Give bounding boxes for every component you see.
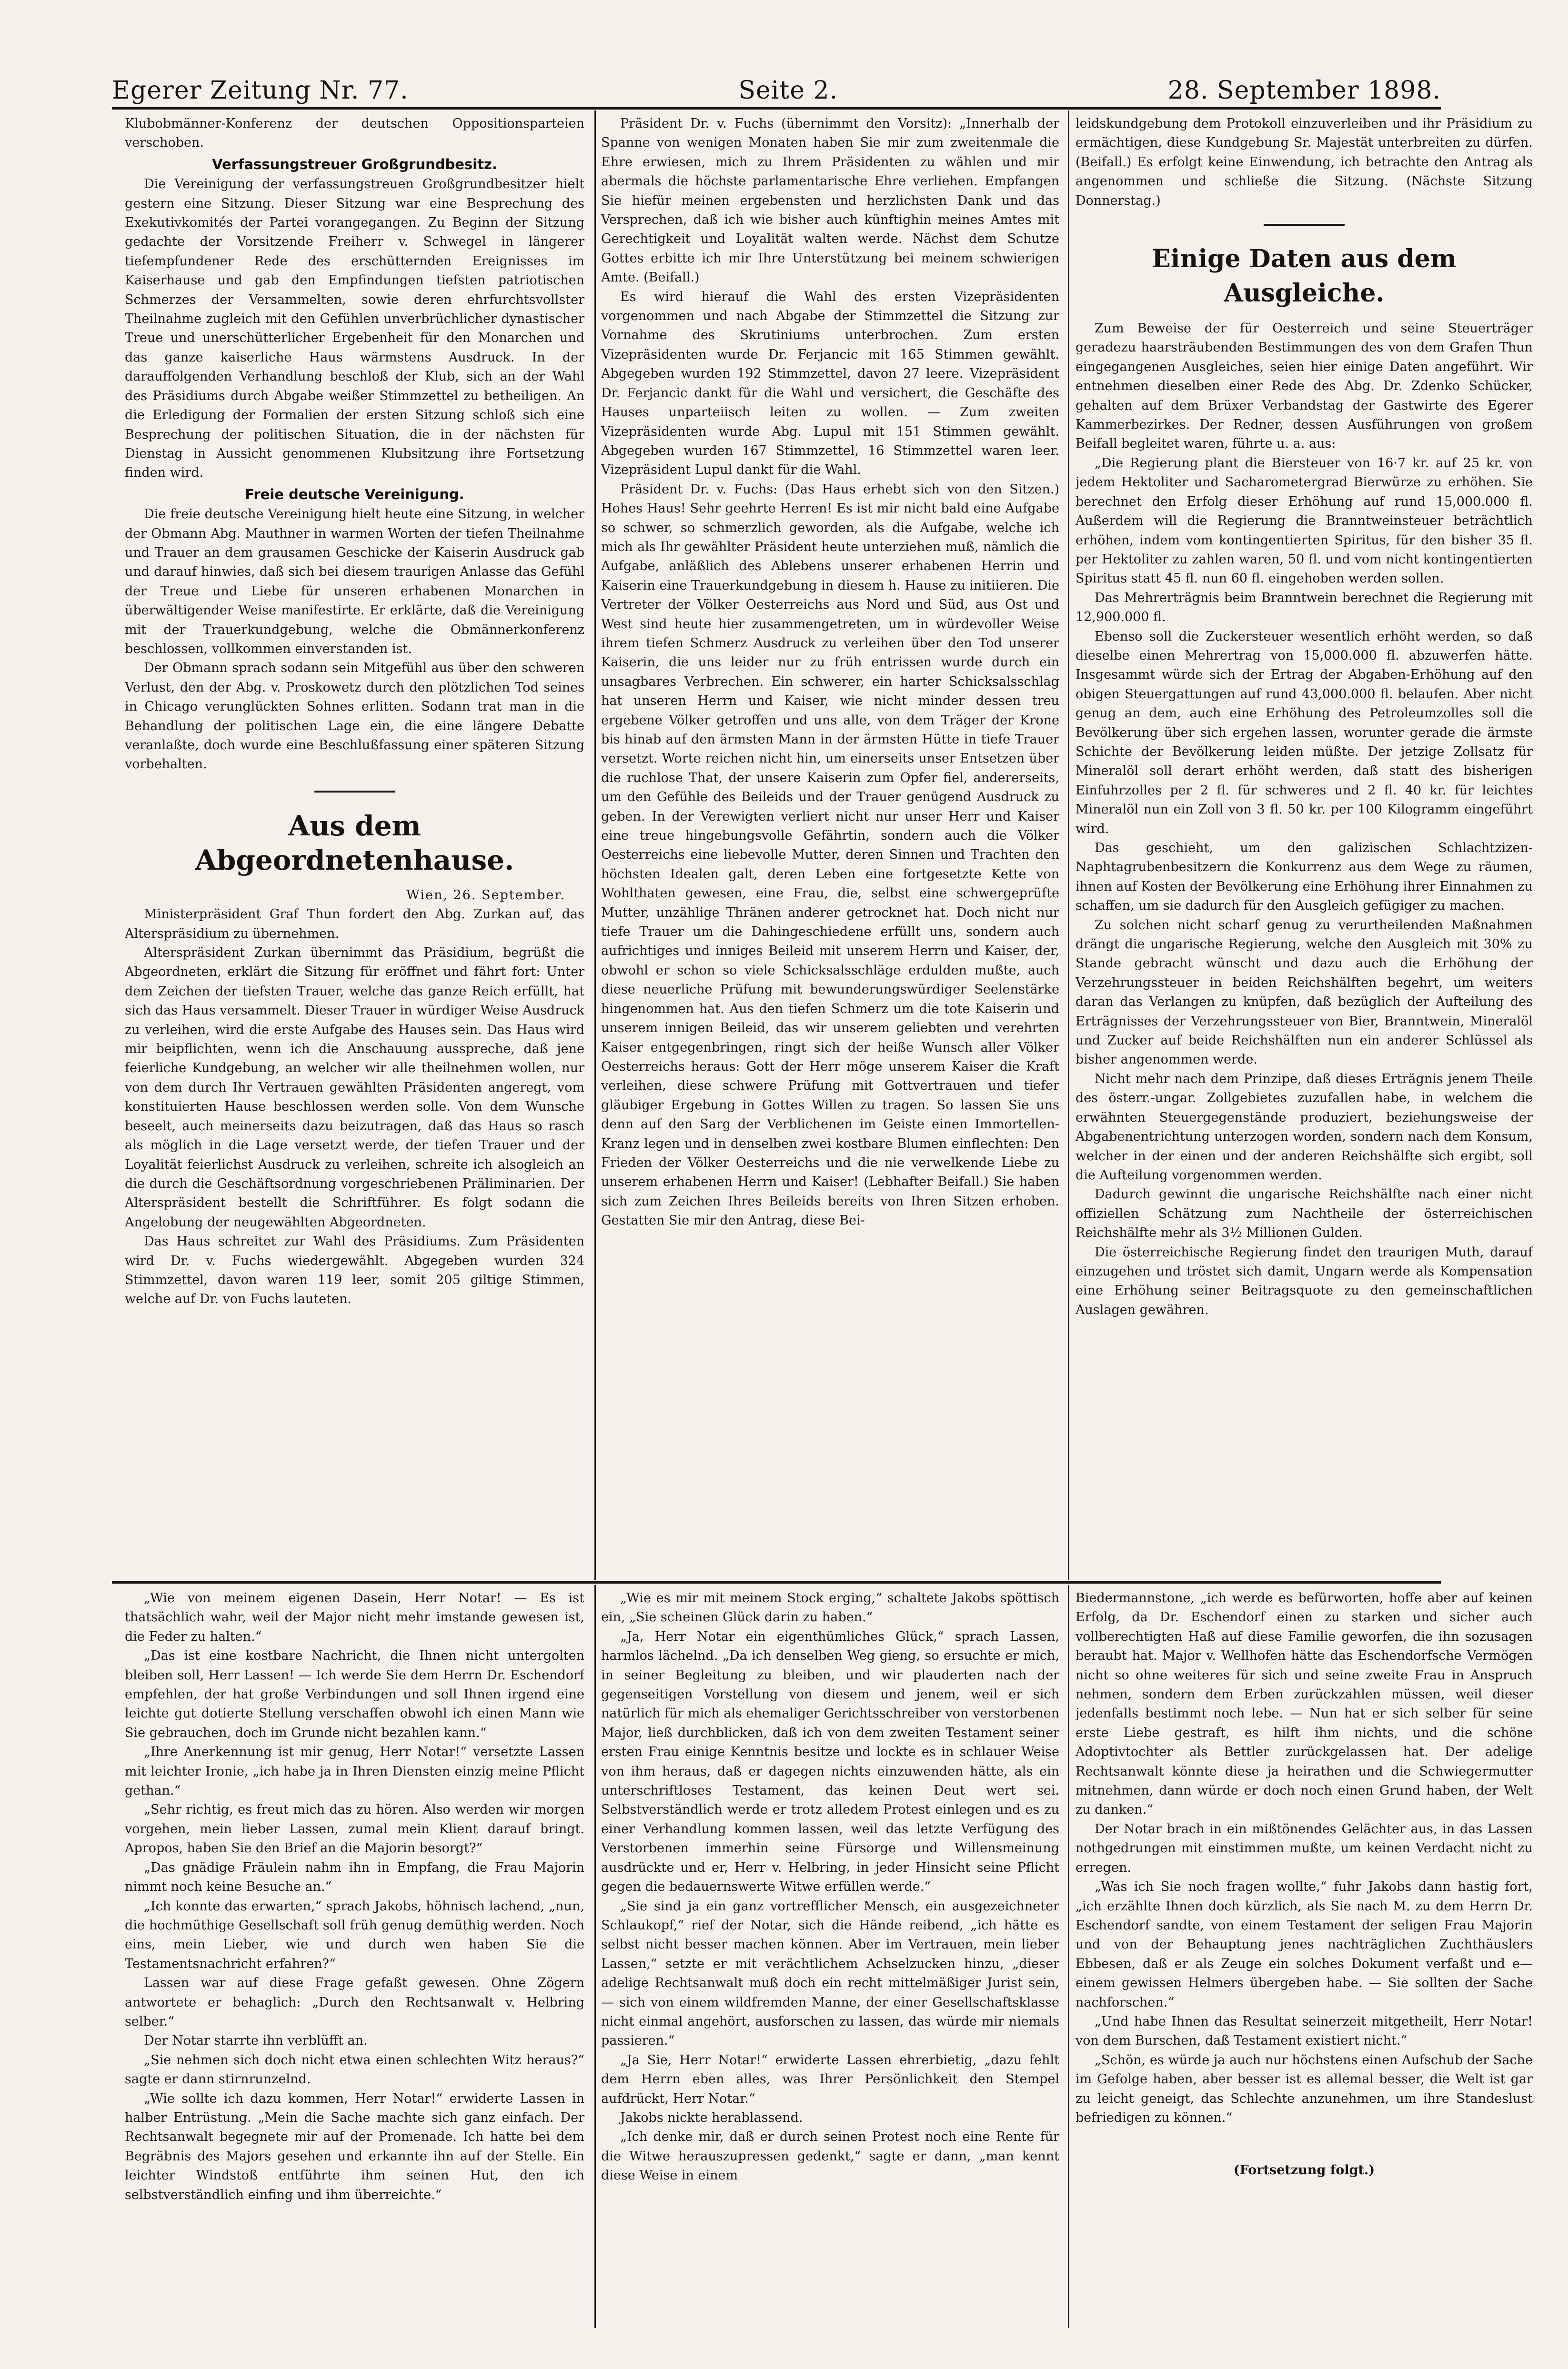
paragraph: Alterspräsident Zurkan übernimmt das Präsidium, begrüßt die Abgeordneten, erklärt die Sitzung für eröffnet und fährt fort: Unter dem Zeichen der tiefsten Trauer, welche das ganze Reich erfüllt, hat sich das Haus versammelt. Dieser Trauer in würdiger Weise Ausdruck zu verleihen, wird die erste Aufgabe des Hauses sein. Das Haus wird mir beipflichten, wenn ich die Anschauung ausspreche, daß jene feierliche Kundgebung, an welcher wir alle theilnehmen wollen, nur von dem durch Ihr Vertrauen gewählten Präsidenten angeregt, vom konstituierten Hause beschlossen werden solle. Von dem Wunsche beseelt, auch meinerseits dazu beizutragen, daß das Haus so rasch als möglich in die Lage versetzt werde, der tiefen Trauer und der Loyalität feierlichst Ausdruck zu verleihen, schreite ich alsogleich an die durch die Geschäftsordnung vorgeschriebenen Präliminarien. Der Alterspräsident bestellt die Schriftführer. Es folgt sodann die Angelobung der neugewählten Abgeordneten. [125,945,584,1230]
column-divider [594,1585,596,2328]
masthead-title: Egerer Zeitung Nr. 77. [112,76,409,105]
paragraph: Ebenso soll die Zuckersteuer wesentlich erhöht werden, so daß dieselbe einen Mehrertrag von 15,000.000 fl. abzuwerfen hätte. Insgesammt würde sich der Ertrag der Abgaben-Erhöhung auf den obigen Steuergattungen auf rund 43,000.000 fl. belaufen. Aber nicht genug an dem, auch eine Erhöhung des Petroleumzolles soll die Bevölkerung über sich ergehen lassen, worunter gerade die ärmste Schichte der Bevölkerung leiden müßte. Der jetzige Zollsatz für Mineralöl soll derart erhöht werden, daß statt des bisherigen Einfuhrzolles per 2 fl. für schweres und 2 fl. 40 kr. für leichtes Mineralöl nun ein Zoll von 3 fl. 50 kr. per 100 Kilogramm eingeführt wird. [1075,629,1533,836]
paragraph: Zu solchen nicht scharf genug zu verurtheilenden Maßnahmen drängt die ungarische Regierung, welche den Ausgleich mit 30% zu Stande gebracht wünscht und dazu auch die Erhöhung der Verzehrungssteuer in beiden Reichshälften begehrt, um weiters daran das Verlangen zu knüpfen, daß bezüglich der Aufteilung des Erträgnisses der Verzehrungssteuer von Bier, Branntwein, Mineralöl und Zucker auf beide Reichshälften nun ein anderer Schlüssel als bisher angenommen werde. [1075,917,1533,1067]
paragraph: „Wie von meinem eigenen Dasein, Herr Notar! — Es ist thatsächlich wahr, weil der Major nicht mehr imstande gewesen ist, die Feder zu halten.“ [125,1591,584,1644]
paragraph: Biedermannstone, „ich werde es befürworten, hoffe aber auf keinen Erfolg, da Dr. Eschendorf einen zu starken und sicher auch vollberechtigten Haß auf diese Familie geworfen, die ihn sozusagen beraubt hat. Major v. Wellhofen hätte das Eschendorfsche Vermögen nicht so ohne weiteres für sich und seine zweite Frau in Anspruch nehmen, sondern dem Erben zurückzahlen müssen, weil dieser jedenfalls bestimmt noch lebe. — Nun hat er sich selber für seine erste Liebe gestraft, es hilft ihm nichts, und die schöne Adoptivtochter als Bettler zurückgelassen hat. Der adelige Rechtsanwalt könnte diese ja heirathen und die Schwiegermutter mitnehmen, dann würde er doch noch einen Grund haben, der Welt zu danken.“ [1075,1591,1533,1817]
paragraph: Das geschieht, um den galizischen Schlachtzizen-Naphtagrubenbesitzern die Konkurrenz aus dem Wege zu räumen, ihnen auf Kosten der Bevölkerung eine Erhöhung ihrer Einnahmen zu schaffen, um sie dadurch für den Ausgleich gefügiger zu machen. [1075,841,1533,913]
paragraph: „Und habe Ihnen das Resultat seinerzeit mitgetheilt, Herr Notar! von dem Burschen, daß Testament existiert nicht.“ [1075,2014,1533,2048]
paragraph: „Wie es mir mit meinem Stock erging,“ schaltete Jakobs spöttisch ein, „Sie scheinen Glück darin zu haben.“ [601,1591,1059,1625]
feuilleton-rule [112,1581,1441,1584]
paragraph: „Das ist eine kostbare Nachricht, die Ihnen nicht untergolten bleiben soll, Herr Lassen! — Ich werde Sie dem Herrn Dr. Eschendorf empfehlen, der hat große Verbindungen und soll Ihnen irgend eine leichte gut dotierte Stellung verschaffen obwohl ich einen Mann wie Sie gebrauchen, doch im Grunde nicht bezahlen kann.“ [125,1648,584,1740]
article-headline: Einige Daten aus dem Ausgleiche. [1152,244,1457,308]
paragraph: Es wird hierauf die Wahl des ersten Vizepräsidenten vorgenommen und nach Abgabe der Stimmzettel die Sitzung zur Vornahme des Skrutiniums unterbrochen. Zum ersten Vizepräsidenten wurde Dr. Ferjancic mit 165 Stimmen gewählt. Abgegeben wurden 192 Stimmzettel, davon 27 leere. Vizepräsident Dr. Ferjancic dankt für die Wahl und versichert, die Geschäfte des Hauses unparteiisch leiten zu wollen. — Zum zweiten Vizepräsidenten wurde Abg. Lupul mit 151 Stimmen gewählt. Abgegeben wurden 167 Stimmzettel, 16 Stimmzettel waren leer. Vizepräsident Lupul dankt für die Wahl. [601,289,1059,478]
column-divider [594,110,596,1580]
section-heading: Freie deutsche Vereinigung. [245,486,464,502]
paragraph: „Wie sollte ich dazu kommen, Herr Notar!“ erwiderte Lassen in halber Entrüstung. „Mein die Sache machte sich ganz einfach. Der Rechtsanwalt begegnete mir auf der Promenade. Ich hatte bei dem Begräbnis des Majors gesehen und erkannte ihn auf der Stelle. Ein leichter Windstoß entführte ihm seinen Hut, den ich selbstverständlich einfing und ihm überreichte.“ [125,2091,584,2202]
paragraph: Der Notar brach in ein mißtönendes Gelächter aus, in das Lassen nothgedrungen mit einstimmen mußte, um keinen Verdacht nicht zu erregen. [1075,1821,1533,1875]
paragraph: Der Obmann sprach sodann sein Mitgefühl aus über den schweren Verlust, den der Abg. v. Proskowetz durch den plötzlichen Tod seines in Chicago verunglückten Sohnes erlitten. Sodann trat man in die Behandlung der politischen Lage ein, die eine längere Debatte veranlaßte, doch wurde eine Beschlußfassung einer späteren Sitzung vorbehalten. [125,661,584,772]
paragraph: „Sie sind ja ein ganz vortrefflicher Mensch, ein ausgezeichneter Schlaukopf,“ rief der Notar, sich die Hände reibend, „ich hätte es selbst nicht besser machen können. Aber im Vertrauen, mein lieber Lassen,“ setzte er mit verächtlichem Achselzucken hinzu, „dieser adelige Rechtsanwalt muß doch ein recht mittelmäßiger Jurist sein, — sich von einem wildfremden Manne, der einer Gesellschaftsklasse nicht einmal angehört, ausforschen zu lassen, das würde mir niemals passieren.“ [601,1898,1059,2048]
dateline: Wien, 26. September. [406,887,565,903]
column-1 [125,114,584,1579]
feuilleton-column-3 [1075,1589,1533,2329]
section-rule [1264,224,1345,226]
paragraph: Die österreichische Regierung findet den traurigen Muth, darauf einzugehen und tröstet sich damit, Ungarn werde als Kompensation eine Erhöhung seiner Beitragsquote zu den gemeinschaftlichen Auslagen gewähren. [1075,1245,1533,1317]
paragraph: „Ich konnte das erwarten,“ sprach Jakobs, höhnisch lachend, „nun, die hochmüthige Gesellschaft soll früh genug demüthig werden. Noch eins, mein Lieber, wie und durch wen haben Sie die Testamentsnachricht erfahren?“ [125,1898,584,1971]
paragraph: Zum Beweise der für Oesterreich und seine Steuerträger geradezu haarsträubenden Bestimmungen des von dem Grafen Thun eingegangenen Ausgleiches, seien hier einige Daten angeführt. Wir entnehmen dieselben einer Rede des Abg. Dr. Zdenko Schücker, gehalten auf dem Brüxer Verbandstag der Gastwirte des Egerer Kammerbezirkes. Der Redner, dessen Ausführungen von großem Beifall begleitet waren, führte u. a. aus: [1075,321,1533,452]
column-3 [1075,114,1533,1579]
section-heading: Verfassungstreuer Großgrundbesitz. [212,156,497,172]
paragraph: Dadurch gewinnt die ungarische Reichshälfte nach einer nicht offiziellen Schätzung zum Nachtheile der österreichischen Reichshälfte mehr als 3½ Millionen Gulden. [1075,1187,1533,1241]
paragraph: „Sehr richtig, es freut mich das zu hören. Also werden wir morgen vorgehen, mein lieber Lassen, zumal mein Klient darauf bringt. Apropos, haben Sie den Brief an die Majorin besorgt?“ [125,1802,584,1856]
paragraph: leidskundgebung dem Protokoll einzuverleiben und ihr Präsidium zu ermächtigen, diese Kundgebung Sr. Majestät unterbreiten zu dürfen. (Beifall.) Es erfolgt keine Einwendung, ich betrachte den Antrag als angenommen und schließe die Sitzung. (Nächste Sitzung Donnerstag.) [1075,116,1533,208]
page-number: Seite 2. [738,76,838,105]
paragraph: „Das gnädige Fräulein nahm ihn in Empfang, die Frau Majorin nimmt noch keine Besuche an.“ [125,1860,584,1895]
paragraph: Ministerpräsident Graf Thun fordert den Abg. Zurkan auf, das Alterspräsidium zu übernehmen. [125,907,584,941]
section-rule [314,791,395,793]
paragraph: Präsident Dr. v. Fuchs: (Das Haus erhebt sich von den Sitzen.) Hohes Haus! Sehr geehrte Herren! Es ist mir nicht bald eine Aufgabe so schwer, so schmerzlich geworden, als die Aufgabe, welche ich mich als Ihr gewählter Präsident heute unterziehen muß, nämlich die Aufgabe, anläßlich des Ablebens unserer erhabenen Herrin und Kaiserin eine Trauerkundgebung in diesem h. Hause zu initiieren. Die Vertreter der Völker Oesterreichs aus Nord und Süd, aus Ost und West sind heute hier zusammengetreten, um in würdevoller Weise ihrem tiefen Schmerz Ausdruck zu verleihen über den Tod unserer Kaiserin, die uns leider nur zu früh entrissen wurde durch ein unsagbares Verbrechen. Ein schwerer, ein harter Schicksalsschlag hat unseren Herrn und Kaiser, wie nicht minder dessen treu ergebene Völker getroffen und uns alle, von dem Träger der Krone bis hinab auf den ärmsten Mann in der ärmsten Hütte in tiefe Trauer versetzt. Worte reichen nicht hin, um einerseits unser Entsetzen über die ruchlose That, der unsere Kaiserin zum Opfer fiel, andererseits, um den Gefühle des Beileids und der Trauer genügend Ausdruck zu geben. In der Verewigten verliert nicht nur unser Herr und Kaiser eine treue hingebungsvolle Gefährtin, sondern auch die Völker Oesterreichs eine liebevolle Mutter, deren Sinnen und Trachten den höchsten Idealen galt, deren Leben eine fortgesetzte Kette von Wohlthaten gewesen, eine Frau, die, selbst eine schwergeprüfte Mutter, unzählige Thränen anderer getrocknet hat. Doch nicht nur tiefe Trauer um die Dahingeschiedene erfüllt uns, sondern auch aufrichtiges und inniges Beileid mit unserem Herrn und Kaiser, der, obwohl er schon so viele Schicksalsschläge erdulden mußte, auch diese neuerliche Prüfung mit bewunderungswürdiger Seelenstärke hingenommen hat. Aus den tiefen Schmerz um die tote Kaiserin und unserem innigen Beileid, das wir unserem geliebten und verehrten Kaiser entgegenbringen, ringt sich der heiße Wunsch aller Völker Oesterreichs heraus: Gott der Herr möge unserem Kaiser die Kraft verleihen, diese schwere Prüfung mit Gottvertrauen und tiefer gläubiger Ergebung in Gottes Willen zu tragen. So lassen Sie uns denn auf den Sarg der Verblichenen im Geiste einen Immortellen-Kranz legen und in denselben zwei kostbare Blumen einflechten: Den Frieden der Völker Oesterreichs und die nie verwelkende Liebe zu unserem erhabenen Herrn und Kaiser! (Lebhafter Beifall.) Sie haben sich zum Zeichen Ihres Beileids bereits von Ihren Sitzen erhoben. Gestatten Sie mir den Antrag, diese Bei- [601,482,1059,1228]
column-divider [1068,1585,1069,2328]
feuilleton-column-1 [125,1589,584,2329]
column-2 [601,114,1059,1579]
paragraph: Das Mehrerträgnis beim Branntwein berechnet die Regierung mit 12,900.000 fl. [1075,590,1533,625]
article-fragment: Klubobmänner-Konferenz der deutschen Oppositionsparteien verschoben. [125,116,584,151]
feuilleton-column-2 [601,1589,1059,2329]
paragraph: „Ich denke mir, daß er durch seinen Protest noch eine Rente für die Witwe herauszupressen gedenkt,“ sagte er dann, „man kennt diese Weise in einem [601,2129,1059,2183]
paragraph: Jakobs nickte herablassend. [620,2110,803,2125]
paragraph: Die Vereinigung der verfassungstreuen Großgrundbesitzer hielt gestern eine Sitzung. Dieser Sitzung war eine Besprechung des Exekutivkomités der Partei vorangegangen. Zu Beginn der Sitzung gedachte der Vorsitzende Freiherr v. Schwegel in längerer tiefempfundener Rede des erschütternden Ereignisses im Kaiserhause und gab den Empfindungen tiefsten patriotischen Schmerzes der Versammelten, sowie deren ehrfurchtsvollster Theilnahme zugleich mit den Gefühlen unverbrüchlicher dynastischer Treue und unerschütterlicher Ergebenheit für den Monarchen und das ganze kaiserliche Haus wärmstens Ausdruck. In der darauffolgenden Verhandlung beschloß der Klub, sich an der Wahl des Präsidiums durch Abgabe weißer Stimmzettel zu betheiligen. An die Erledigung der Formalien der ersten Sitzung schloß sich eine Besprechung der politischen Situation, die in der nächsten für Dienstag in Aussicht genommenen Klubsitzung ihre Fortsetzung finden wird. [125,177,584,481]
issue-date: 28. September 1898. [1167,76,1441,105]
column-divider [1068,110,1069,1580]
paragraph: Lassen war auf diese Frage gefaßt gewesen. Ohne Zögern antwortete er behaglich: „Durch den Rechtsanwalt v. Helbring selber.“ [125,1976,584,2029]
paragraph: Das Haus schreitet zur Wahl des Präsidiums. Zum Präsidenten wird Dr. v. Fuchs wiedergewählt. Abgegeben wurden 324 Stimmzettel, davon waren 119 leer, somit 205 giltige Stimmen, welche auf Dr. von Fuchs lauteten. [125,1234,584,1307]
continuation-note: (Fortsetzung folgt.) [1233,2163,1375,2178]
paragraph: „Ja, Herr Notar ein eigenthümliches Glück,“ sprach Lassen, harmlos lächelnd. „Da ich denselben Weg gieng, so ersuchte er mich, in seiner Begleitung zu bleiben, und wir plauderten nach der gegenseitigen Vorstellung von diesem und jenem, weil er sich natürlich für mich als ehemaliger Gerichtsschreiber von verstorbenen Major, ließ durchblicken, daß ich von dem zweiten Testament seiner ersten Frau einige Kenntnis besitze und lockte es in schlauer Weise von ihm heraus, daß er dagegen nichts einzuwenden hätte, als ein unterschriftloses Testament, das keinen Deut wert sei. Selbstverständlich werde er trotz alledem Protest einlegen und es zu einer Verhandlung kommen lassen, weil das letzte Verfügung des Verstorbenen immerhin seine Fürsorge und Willensmeinung ausdrückte und er, Herr v. Helbring, in jeder Hinsicht seine Pflicht gegen die bedauernswerte Witwe erfüllen werde.“ [601,1629,1059,1895]
paragraph: Die freie deutsche Vereinigung hielt heute eine Sitzung, in welcher der Obmann Abg. Mauthner in warmen Worten der tiefen Theilnahme und Trauer an dem grausamen Geschicke der Kaiserin Ausdruck gab und darauf hinwies, daß sich bei diesem traurigen Anlasse das Gefühl der Treue und Liebe für unseren erhabenen Monarchen in überwältigender Weise manifestirte. Er erklärte, daß die Vereinigung mit der Trauerkundgebung, welche die Obmännerkonferenz beschlossen, vollkommen einverstanden ist. [125,507,584,656]
paragraph: „Schön, es würde ja auch nur höchstens einen Aufschub der Sache im Gefolge haben, aber besser ist es allemal besser, die Welt ist gar zu leicht geneigt, das Schlechte anzunehmen, um ihre Standeslust befriedigen zu können.“ [1075,2052,1533,2125]
paragraph: „Die Regierung plant die Biersteuer von 16·7 kr. auf 25 kr. von jedem Hektoliter und Sacharometergrad Bierwürze zu erhöhen. Sie berechnet den Erfolg dieser Erhöhung auf rund 15,000.000 fl. Außerdem will die Regierung die Branntweinsteuer beträchtlich erhöhen, indem vom kontingentierten Spiritus, für den bisher 35 fl. per Hektoliter zu zahlen waren, 50 fl. und vom nicht kontingentierten Spiritus statt 45 fl. nun 60 fl. eingehoben werden sollen. [1075,455,1533,586]
paragraph: Präsident Dr. v. Fuchs (übernimmt den Vorsitz): „Innerhalb der Spanne von wenigen Monaten haben Sie mir zum zweitenmale die Ehre erwiesen, mich zu Ihrem Präsidenten zu wählen und mir abermals die höchste parlamentarische Ehre verliehen. Empfangen Sie hiefür meinen ergebensten und herzlichsten Dank und das Versprechen, daß ich wie bisher auch künftighin meines Amtes mit Gerechtigkeit und Loyalität walten werde. Nächst dem Schutze Gottes erbitte ich mir Ihre Unterstützung bei meinem schwierigen Amte. (Beifall.) [601,116,1059,285]
paragraph: „Ja Sie, Herr Notar!“ erwiderte Lassen ehrerbietig, „dazu fehlt dem Herrn eben alles, was Ihrer Persönlichkeit den Stempel aufdrückt, Herr Notar.“ [601,2052,1059,2106]
paragraph: „Was ich Sie noch fragen wollte,“ fuhr Jakobs dann hastig fort, „ich erzählte Ihnen doch kürzlich, als Sie nach M. zu dem Herrn Dr. Eschendorf sandte, von einem Testament der seligen Frau Majorin und von der Behauptung jenes nachträglichen Zuchthäuslers Ebbesen, daß er als Zeuge ein solches Dokument verfaßt und e— einem gewissen Helmers übergeben habe. — Sie sollten der Sache nachforschen.“ [1075,1879,1533,2010]
paragraph: Nicht mehr nach dem Prinzipe, daß dieses Erträgnis jenem Theile des österr.-ungar. Zollgebietes zuzufallen habe, in welchem die erwähnten Steuergegenstände produziert, beziehungsweise der Abgabenentrichtung unterzogen worden, sondern nach dem Konsum, welcher in der einen und der anderen Reichshälfte sich ergibt, soll die Aufteilung vorgenommen werden. [1075,1071,1533,1183]
masthead-rule [112,107,1441,110]
paragraph: „Sie nehmen sich doch nicht etwa einen schlechten Witz heraus?“ sagte er dann stirnrunzelnd. [125,2052,584,2087]
article-headline: Aus dem Abgeordnetenhause. [195,809,514,876]
paragraph: „Ihre Anerkennung ist mir genug, Herr Notar!“ versetzte Lassen mit leichter Ironie, „ich habe ja in Ihren Diensten einzig meine Pflicht gethan.“ [125,1745,584,1798]
paragraph: Der Notar starrte ihn verblüfft an. [144,2033,368,2048]
